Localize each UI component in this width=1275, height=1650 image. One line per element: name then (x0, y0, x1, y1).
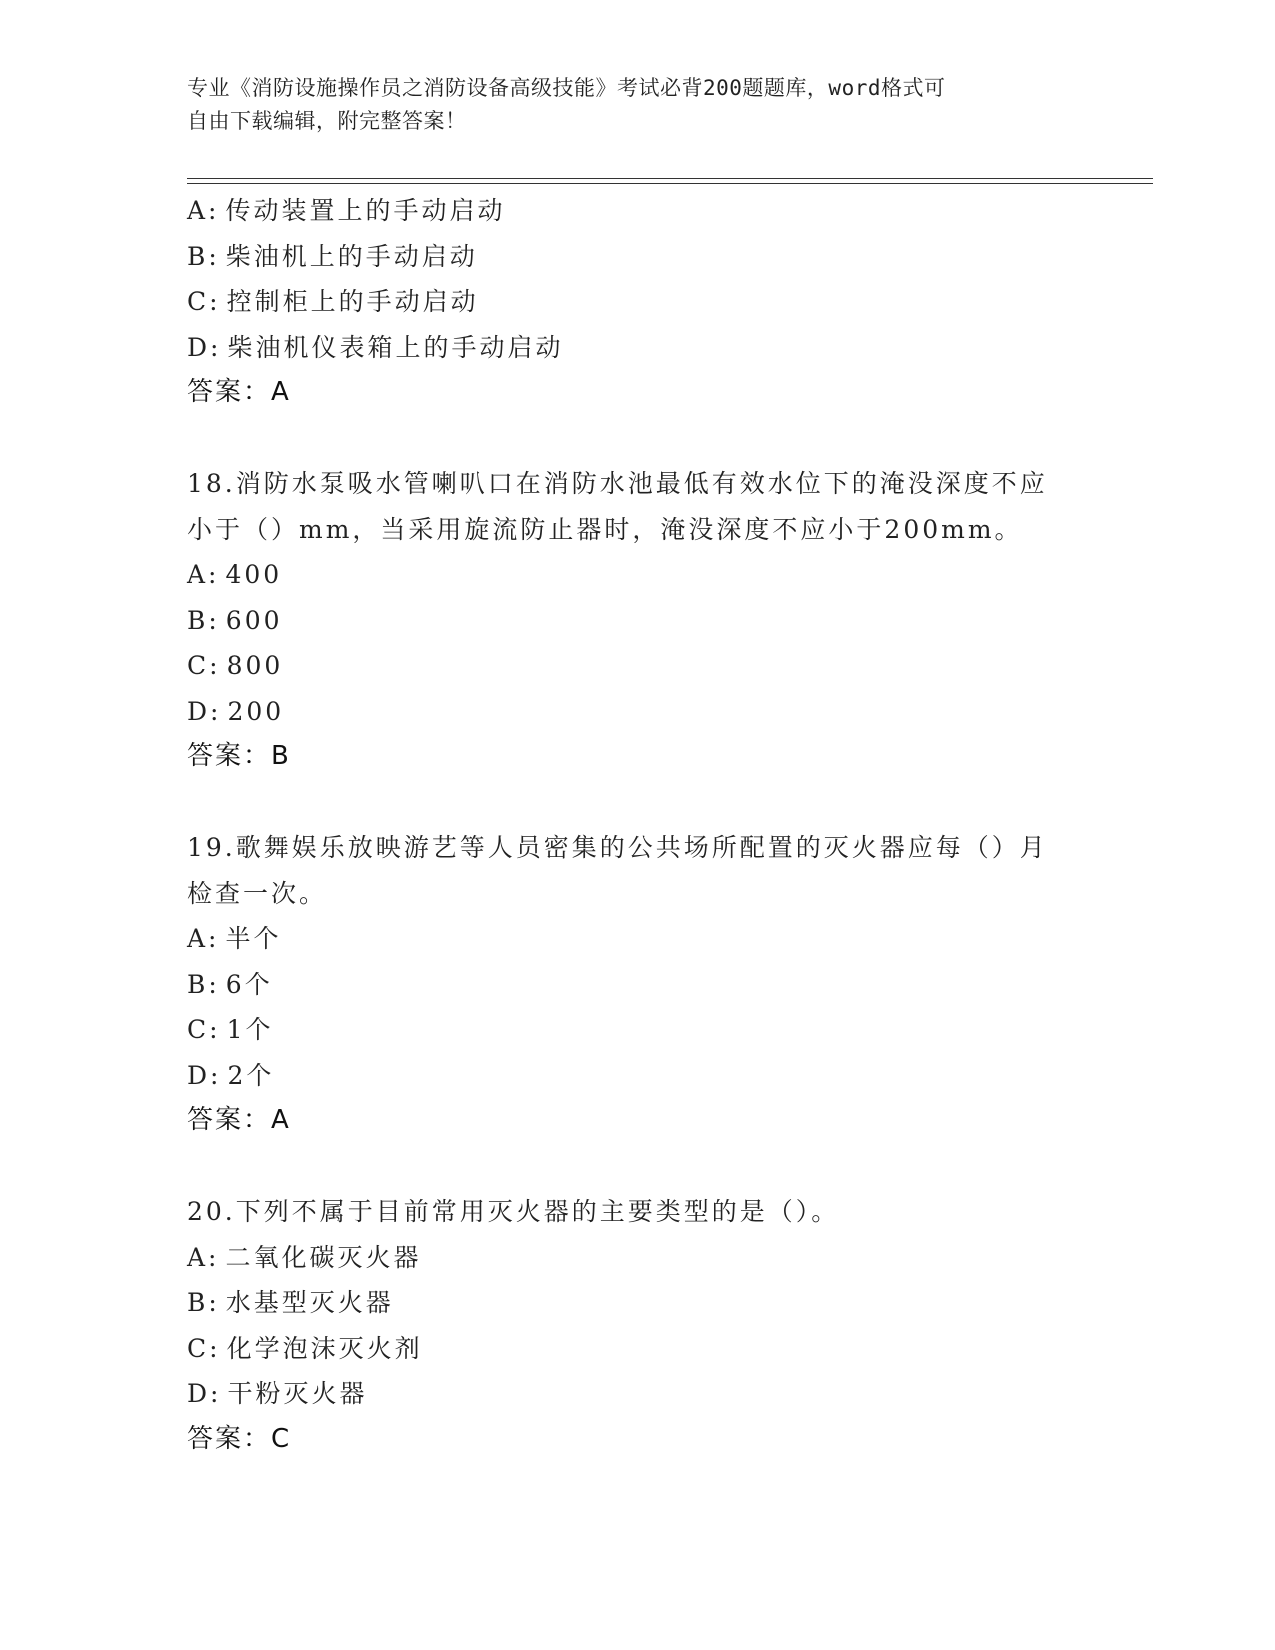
header-line-1: 专业《消防设施操作员之消防设备高级技能》考试必背200题题库，word格式可 (187, 76, 946, 100)
answer-line: 答案：C (187, 1423, 292, 1454)
option-c: C: 控制柜上的手动启动 (187, 287, 479, 316)
question-text-line-1: 20.下列不属于目前常用灭火器的主要类型的是（）。 (187, 1197, 840, 1226)
answer-line: 答案：A (187, 1105, 291, 1135)
answer-line: 答案：A (187, 377, 291, 407)
document-header (187, 72, 1087, 138)
spacer (187, 416, 1087, 462)
option-c: C: 化学泡沫灭火剂 (187, 1333, 423, 1363)
option-a: A: 400 (187, 560, 283, 589)
option-d: D: 柴油机仪表箱上的手动启动 (187, 332, 564, 362)
header-line-2: 自由下载编辑，附完整答案！ (187, 109, 467, 133)
option-d: D: 2个 (187, 1060, 275, 1090)
spacer (187, 780, 1087, 826)
question-text-line-2: 检查一次。 (187, 878, 328, 908)
question-19 (187, 825, 1087, 1144)
question-text-line-1: 19.歌舞娱乐放映游艺等人员密集的公共场所配置的灭火器应每（）月 (187, 833, 1048, 862)
option-a: A: 传动装置上的手动启动 (187, 196, 506, 225)
option-b: B: 柴油机上的手动启动 (187, 241, 478, 271)
option-c: C: 800 (187, 651, 284, 680)
option-b: B: 600 (187, 605, 283, 635)
header-divider-top (187, 178, 1153, 179)
question-list (187, 188, 1087, 1462)
question-20 (187, 1189, 1087, 1462)
option-a: A: 二氧化碳灭火器 (187, 1242, 422, 1272)
spacer (187, 1144, 1087, 1190)
option-b: B: 6个 (187, 969, 273, 999)
question-text-line-1: 18.消防水泵吸水管喇叭口在消防水池最低有效水位下的淹没深度不应 (187, 469, 1048, 498)
question-text-line-2: 小于（）mm，当采用旋流防止器时，淹没深度不应小于200mm。 (187, 514, 1023, 544)
option-b: B: 水基型灭火器 (187, 1288, 394, 1317)
option-c: C: 1个 (187, 1015, 274, 1044)
header-divider-bottom (187, 183, 1153, 184)
question-18 (187, 461, 1087, 780)
option-a: A: 半个 (187, 924, 282, 953)
option-d: D: 干粉灭火器 (187, 1379, 368, 1408)
option-d: D: 200 (187, 696, 285, 726)
question-17 (187, 188, 1087, 416)
answer-line: 答案：B (187, 741, 291, 771)
